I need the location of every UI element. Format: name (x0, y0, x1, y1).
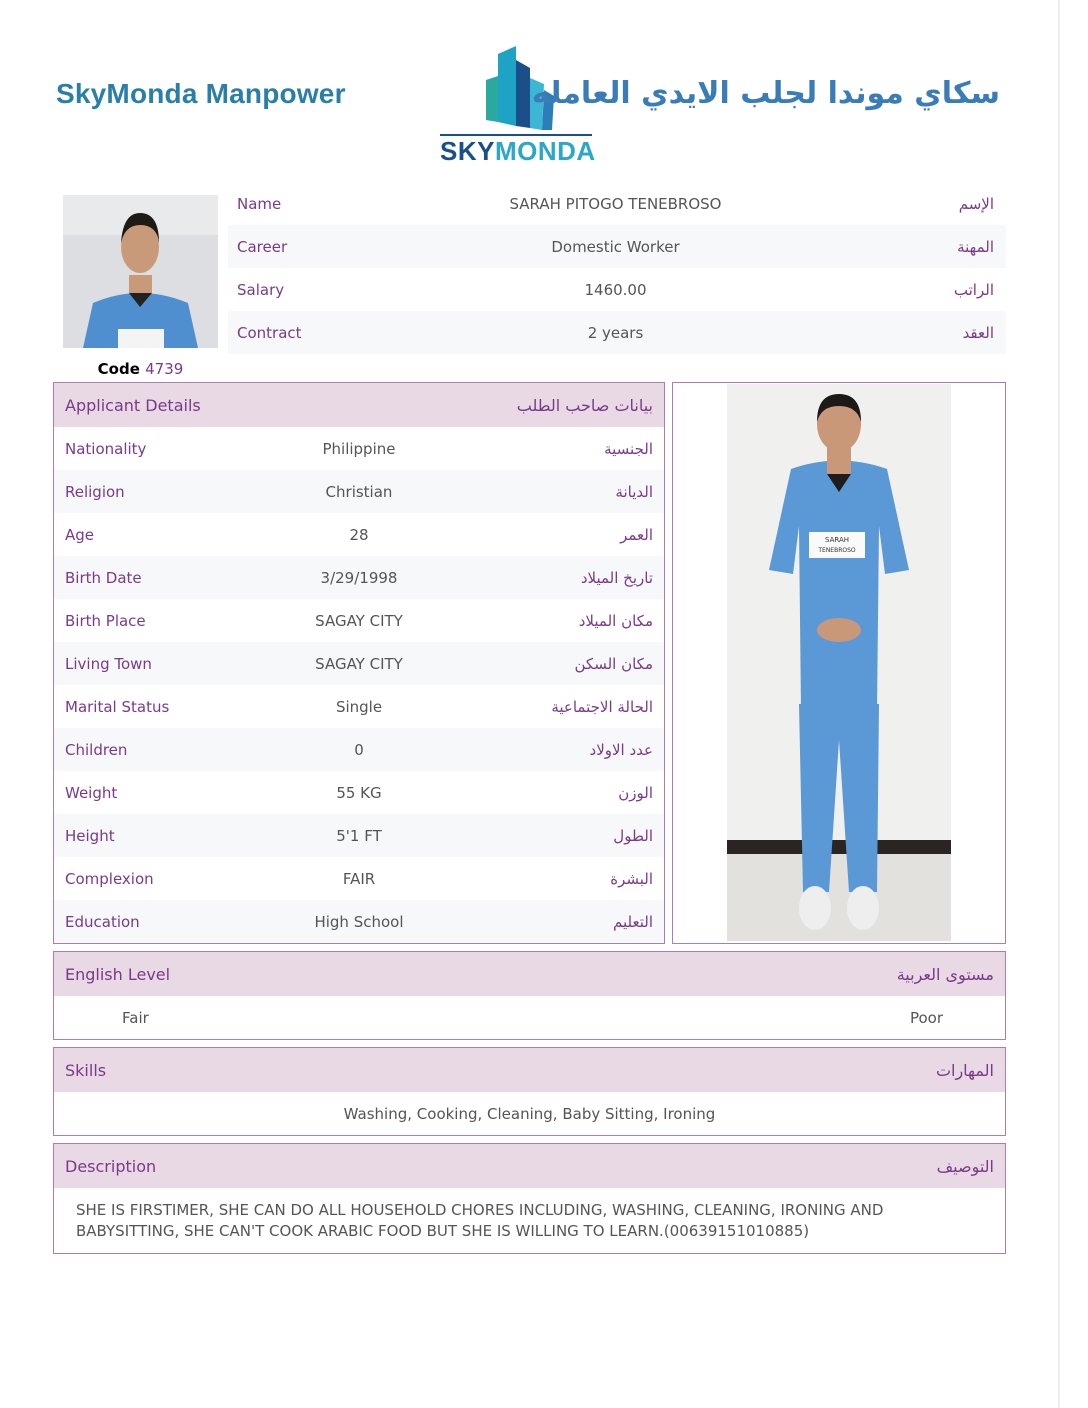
detail-row-living-town (54, 642, 664, 685)
detail-label: Nationality (65, 439, 147, 458)
detail-value: 0 (354, 740, 364, 759)
detail-row-education (54, 900, 664, 943)
info-label: Salary (237, 280, 285, 299)
brand-name-arabic: سكاي موندا لجلب الايدي العامله (531, 76, 1000, 111)
logo-wordmark (440, 136, 596, 167)
panel-title: Skills (65, 1060, 107, 1080)
info-value: 2 years (587, 323, 644, 342)
detail-value: Christian (325, 482, 393, 501)
info-label-arabic: العقد (962, 323, 994, 342)
detail-row-children (54, 728, 664, 771)
detail-label-arabic: العمر (620, 525, 653, 544)
detail-label: Complexion (65, 869, 154, 888)
detail-label: Age (65, 525, 95, 544)
panel-title: Description (65, 1156, 157, 1176)
detail-row-marital-status (54, 685, 664, 728)
detail-label: Religion (65, 482, 125, 501)
detail-value: 5'1 FT (336, 826, 382, 845)
detail-label: Living Town (65, 654, 152, 673)
info-label-arabic: الإسم (958, 194, 994, 213)
detail-value: Philippine (322, 439, 396, 458)
info-value: Domestic Worker (551, 237, 680, 256)
detail-label-arabic: الحالة الاجتماعية (551, 697, 653, 716)
panel-title-arabic: بيانات صاحب الطلب (516, 395, 653, 415)
detail-row-nationality (54, 427, 664, 470)
detail-value: 3/29/1998 (320, 568, 398, 587)
basic-info-table (228, 182, 1006, 354)
description-header (54, 1144, 1005, 1188)
detail-label-arabic: عدد الاولاد (589, 740, 653, 759)
info-row-contract (228, 311, 1006, 354)
language-panel (53, 951, 1006, 1040)
code-label: Code (97, 360, 140, 378)
detail-label-arabic: التعليم (613, 912, 653, 931)
logo-word-monda: MONDA (494, 136, 596, 166)
detail-value: Single (335, 697, 383, 716)
info-label-arabic: الراتب (953, 280, 994, 299)
panel-title-arabic: مستوى العربية (896, 964, 994, 984)
panel-title: English Level (65, 964, 171, 984)
detail-label: Education (65, 912, 140, 931)
detail-label: Children (65, 740, 128, 759)
panel-title-arabic: التوصيف (936, 1156, 994, 1176)
info-label: Contract (237, 323, 302, 342)
detail-row-height (54, 814, 664, 857)
detail-label: Birth Place (65, 611, 146, 630)
applicant-details-header (54, 383, 664, 427)
detail-label-arabic: الوزن (618, 783, 653, 802)
info-label: Career (237, 237, 288, 256)
language-levels (54, 996, 1005, 1040)
skills-header (54, 1048, 1005, 1092)
detail-value: FAIR (342, 869, 376, 888)
detail-label-arabic: مكان السكن (574, 654, 653, 673)
detail-row-birth-date (54, 556, 664, 599)
detail-label-arabic: الجنسية (604, 439, 653, 458)
detail-row-complexion (54, 857, 664, 900)
info-value: 1460.00 (584, 280, 647, 299)
detail-label-arabic: البشرة (610, 869, 653, 888)
applicant-code (63, 360, 218, 378)
applicant-details-panel (53, 382, 665, 944)
info-label: Name (237, 194, 282, 213)
detail-value: SAGAY CITY (315, 654, 403, 673)
photo-tag-line1: SARAH (825, 536, 849, 544)
detail-label-arabic: الديانة (615, 482, 653, 501)
detail-row-weight (54, 771, 664, 814)
detail-label: Weight (65, 783, 118, 802)
applicant-details-rows (54, 427, 664, 943)
detail-row-religion (54, 470, 664, 513)
detail-label-arabic: مكان الميلاد (578, 611, 653, 630)
english-level-value: Fair (122, 1009, 149, 1027)
info-row-career (228, 225, 1006, 268)
detail-value: 55 KG (336, 783, 382, 802)
detail-label: Marital Status (65, 697, 170, 716)
arabic-level-value: Poor (909, 1009, 943, 1027)
detail-row-birth-place (54, 599, 664, 642)
detail-label: Height (65, 826, 115, 845)
info-row-salary (228, 268, 1006, 311)
detail-label-arabic: تاريخ الميلاد (580, 568, 653, 587)
page-edge (1058, 0, 1060, 1408)
skills-value: Washing, Cooking, Cleaning, Baby Sitting, Ironing (343, 1105, 716, 1123)
brand-name-english: SkyMonda Manpower (56, 78, 346, 109)
detail-label: Birth Date (65, 568, 142, 587)
panel-title-arabic: المهارات (935, 1060, 994, 1080)
description-text: SHE IS FIRSTIMER, SHE CAN DO ALL HOUSEHOLD CHORES INCLUDING, WASHING, CLEANING, IRONING AND BABYSITTING, SHE CAN'T COOK ARABIC FOOD BUT SHE IS WILLING TO LEARN.(00639151010885) (76, 1201, 884, 1240)
description-panel (53, 1143, 1006, 1254)
info-row-name (228, 182, 1006, 225)
skills-panel (53, 1047, 1006, 1136)
logo-word-sky: SKY (440, 136, 495, 166)
info-label-arabic: المهنة (957, 237, 994, 256)
info-value: SARAH PITOGO TENEBROSO (509, 194, 722, 213)
language-header (54, 952, 1005, 996)
photo-tag-line2: TENEBROSO (818, 547, 856, 554)
applicant-photo-full (727, 384, 951, 941)
panel-title: Applicant Details (65, 395, 201, 415)
detail-label-arabic: الطول (613, 826, 653, 845)
detail-value: 28 (349, 525, 369, 544)
detail-row-age (54, 513, 664, 556)
detail-value: High School (314, 912, 404, 931)
detail-value: SAGAY CITY (315, 611, 403, 630)
applicant-photo-thumbnail (63, 195, 218, 348)
code-value: 4739 (145, 360, 184, 378)
